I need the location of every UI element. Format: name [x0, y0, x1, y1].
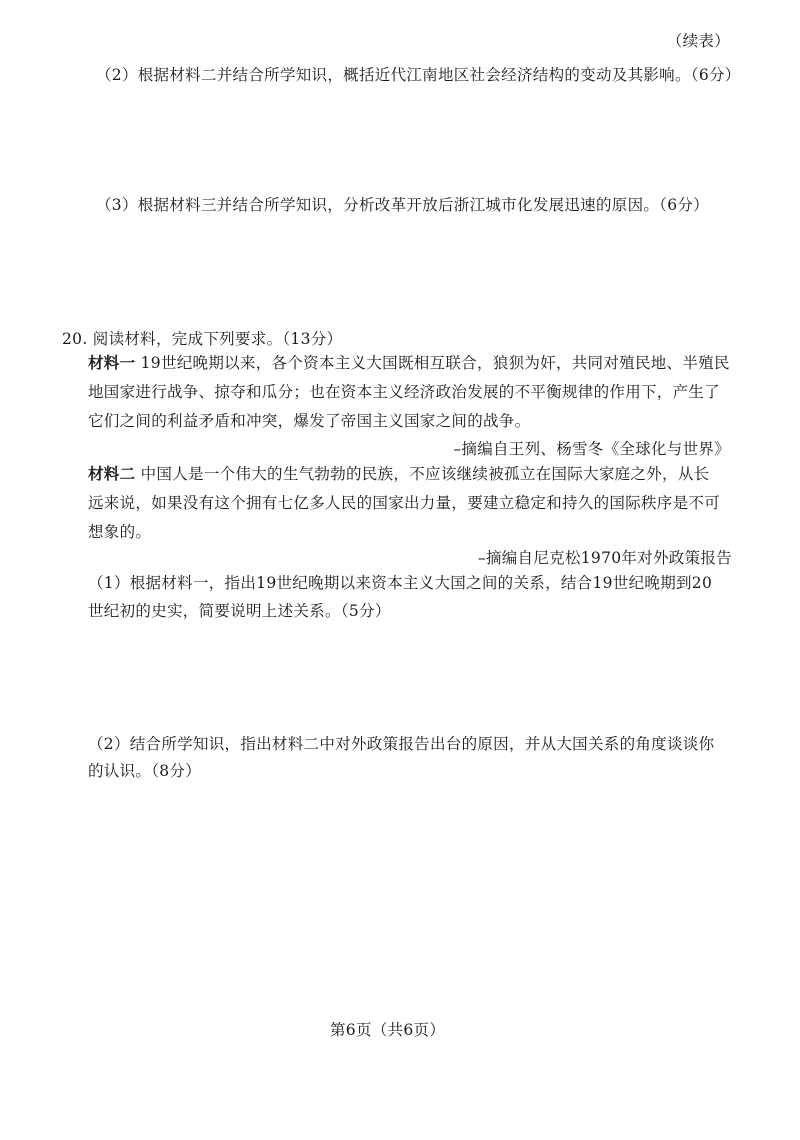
material1-text-1: 19世纪晚期以来，各个资本主义大国既相互联合，狼狈为奸，共同对殖民地、半殖民 [135, 354, 730, 372]
continued-label: （续表） [666, 32, 730, 50]
q20-subquestion-2-line2: 的认识。（8分） [88, 762, 202, 780]
q19-subquestion-3: （3）根据材料三并结合所学知识，分析改革开放后浙江城市化发展迅速的原因。（6分） [96, 196, 709, 214]
q20-subquestion-2-line1: （2）结合所学知识，指出材料二中对外政策报告出台的原因，并从大国关系的角度谈谈你 [88, 735, 715, 753]
material2-source: –摘编自尼克松1970年对外政策报告 [477, 549, 732, 567]
q20-subquestion-1-line1: （1）根据材料一，指出19世纪晚期以来资本主义大国之间的关系，结合19世纪晚期到20 [88, 574, 713, 592]
material2-line3: 想象的。 [88, 523, 152, 541]
material1-line1 [88, 352, 730, 374]
material2-line2: 远来说，如果没有这个拥有七亿多人民的国家出力量，要建立稳定和持久的国际秩序是不可 [88, 494, 721, 512]
page-number: 第6页（共6页） [330, 1021, 446, 1039]
q19-subquestion-2: （2）根据材料二并结合所学知识，概括近代江南地区社会经济结构的变动及其影响。（6分） [96, 66, 741, 84]
material2-text-1: 中国人是一个伟大的生气勃勃的民族，不应该继续被孤立在国际大家庭之外，从长 [135, 465, 710, 483]
q20-stem: 20. 阅读材料，完成下列要求。（13分） [62, 330, 343, 348]
material1-label: 材料一 [88, 353, 136, 372]
material1-source: –摘编自王列、杨雪冬《全球化与世界》 [453, 440, 730, 458]
material1-line3: 它们之间的利益矛盾和冲突，爆发了帝国主义国家之间的战争。 [88, 412, 531, 430]
material1-line2: 地国家进行战争、掠夺和瓜分；也在资本主义经济政治发展的不平衡规律的作用下，产生了 [88, 383, 721, 401]
q20-subquestion-1-line2: 世纪初的史实，简要说明上述关系。（5分） [88, 602, 391, 620]
material2-line1 [88, 463, 709, 485]
material2-label: 材料二 [88, 464, 136, 483]
